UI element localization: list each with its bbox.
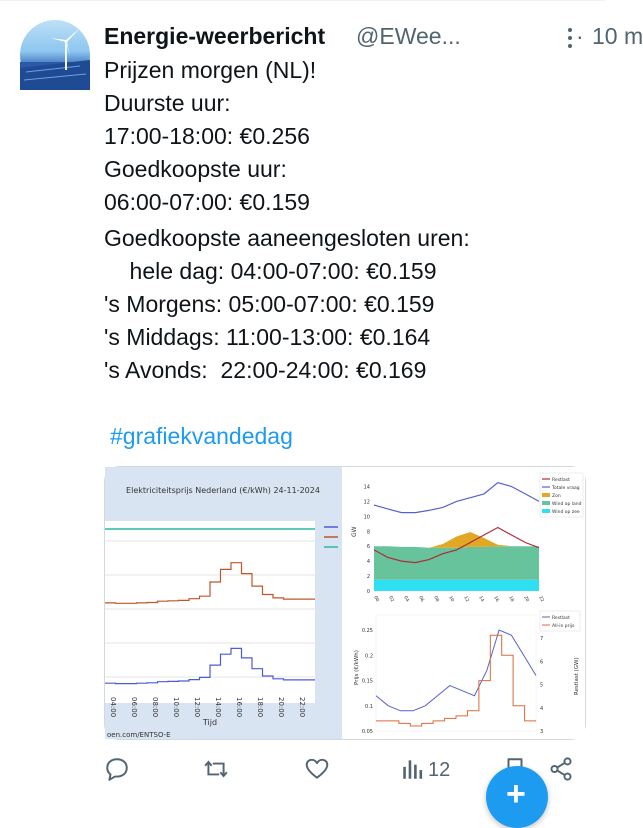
legend-label: Wind op land xyxy=(552,502,582,507)
x-tick-label: 16:00 xyxy=(235,697,243,718)
y-tick-label: 0.25 xyxy=(361,628,373,635)
y-tick-label: 8 xyxy=(366,529,370,536)
views-count: 12 xyxy=(428,759,451,781)
y-tick-label: 14 xyxy=(363,484,370,491)
y-axis-label: GW xyxy=(351,526,358,537)
legend-label: Wind op zee xyxy=(552,510,580,515)
x-tick-label: 06 xyxy=(417,595,425,603)
reply-button[interactable] xyxy=(104,752,134,788)
y-tick-label: 6 xyxy=(366,544,370,551)
tweet-text-line: 's Morgens: 05:00-07:00: €0.159 xyxy=(104,291,435,317)
x-tick-label: 06:00 xyxy=(130,697,138,718)
author-handle[interactable]: @EWee... xyxy=(356,23,461,49)
y-tick-label: 0.2 xyxy=(365,653,373,660)
media-grid[interactable] xyxy=(104,466,586,740)
tweet-text-line: 's Middags: 11:00-13:00: €0.164 xyxy=(104,324,431,350)
plot-area xyxy=(376,615,536,731)
legend-label: Zon xyxy=(552,494,561,499)
x-tick-label: 18 xyxy=(507,595,515,603)
x-tick-label: 14:00 xyxy=(214,697,222,718)
x-tick-label: 02 xyxy=(387,595,395,603)
wind-turbine-icon xyxy=(20,20,90,90)
x-axis-label: Tijd xyxy=(202,718,218,727)
price-chart-svg xyxy=(105,467,342,739)
y-tick-label: 0 xyxy=(366,589,370,595)
legend-label: Restlast xyxy=(552,616,570,621)
x-tick-label: 04 xyxy=(402,595,410,603)
y-tick-label: 4 xyxy=(366,559,370,566)
x-tick-label: 08:00 xyxy=(151,697,159,718)
timestamp[interactable]: 10 m xyxy=(592,23,643,49)
chart-generation[interactable] xyxy=(346,467,585,601)
tweet-text-line: 's Avonds: 22:00-24:00: €0.169 xyxy=(104,357,427,383)
more-options-icon[interactable] xyxy=(562,26,578,50)
x-tick-label: 12:00 xyxy=(193,697,201,718)
tweet-text-line: Duurste uur: xyxy=(104,90,231,116)
y-tick-label: 10 xyxy=(363,514,370,521)
x-tick-label: 16 xyxy=(492,595,500,603)
y-tick-label: 0.15 xyxy=(361,678,373,685)
views-icon xyxy=(400,756,426,782)
y2-tick-label: 4 xyxy=(540,705,544,712)
x-tick-label: 08 xyxy=(432,595,440,603)
author-name[interactable]: Energie-weerbericht xyxy=(104,23,326,49)
y-tick-label: 2 xyxy=(366,574,370,581)
share-icon xyxy=(548,756,574,782)
y2-tick-label: 3 xyxy=(540,729,544,735)
x-tick-label: 10 xyxy=(447,595,455,603)
y-tick-label: 12 xyxy=(363,499,370,506)
retweet-icon xyxy=(202,756,230,782)
share-button[interactable] xyxy=(548,752,578,788)
legend-swatch-wind-land xyxy=(542,501,550,505)
restlast-price-chart-svg xyxy=(346,605,585,739)
x-tick-label: 12 xyxy=(462,595,470,603)
y-axis-ticks xyxy=(362,628,373,735)
x-tick-label: 22:00 xyxy=(298,697,306,718)
legend xyxy=(540,473,583,517)
legend-swatch-zon xyxy=(542,493,550,497)
top-divider xyxy=(0,0,605,1)
heart-icon xyxy=(304,756,330,782)
x-tick-label: 14 xyxy=(477,595,485,603)
generation-chart-svg xyxy=(346,467,585,601)
like-button[interactable] xyxy=(304,752,334,788)
x-tick-label: 22 xyxy=(537,595,545,603)
tweet-text-line: 17:00-18:00: €0.256 xyxy=(104,123,310,149)
hashtag-link[interactable]: #grafiekvandedag xyxy=(110,423,293,449)
tweet-text-line: 06:00-07:00: €0.159 xyxy=(104,189,310,215)
y2-axis-ticks xyxy=(540,613,543,735)
tweet-header xyxy=(104,20,643,54)
legend-label: Totale vraag xyxy=(552,486,580,491)
chart-price[interactable] xyxy=(105,467,342,739)
chart-title: Elektriciteitsprijs Nederland (€/kWh) 24-11-2024 xyxy=(126,486,320,495)
reply-icon xyxy=(104,756,130,782)
y2-tick-label: 6 xyxy=(540,659,544,666)
area-wind-zee xyxy=(374,580,539,591)
tweet-text-line: Goedkoopste aaneengesloten uren: xyxy=(104,225,470,251)
x-axis-ticks xyxy=(372,595,545,603)
x-tick-label: 20:00 xyxy=(277,697,285,718)
legend xyxy=(324,527,338,547)
y2-axis-label: Restlast (GW) xyxy=(574,657,580,695)
legend xyxy=(540,611,580,631)
tweet-text-line: Prijzen morgen (NL)! xyxy=(104,57,317,83)
y2-tick-label: 5 xyxy=(540,682,544,689)
legend-swatch-wind-zee xyxy=(542,509,550,513)
tweet-text-line: Goedkoopste uur: xyxy=(104,156,287,182)
source-label: oen.com/ENTSO-E xyxy=(107,731,171,739)
y2-tick-label: 7 xyxy=(540,636,544,643)
tweet-text-line: hele dag: 04:00-07:00: €0.159 xyxy=(104,258,437,284)
x-tick-label: 10:00 xyxy=(172,697,180,718)
area-wind-land xyxy=(374,546,539,580)
chart-restlast-price[interactable] xyxy=(346,605,585,739)
y-axis-label: Prijs (€/kWh) xyxy=(354,650,360,685)
compose-fab[interactable] xyxy=(486,766,548,828)
legend-label: Restlast xyxy=(552,478,570,483)
views-button[interactable] xyxy=(400,752,460,788)
legend-label: All-in prijs xyxy=(552,624,575,629)
x-tick-label: 00 xyxy=(372,595,380,603)
y-axis-ticks xyxy=(364,484,370,595)
retweet-button[interactable] xyxy=(202,752,232,788)
avatar[interactable] xyxy=(20,20,90,90)
y-tick-label: 0.1 xyxy=(365,703,373,710)
x-tick-label: 18:00 xyxy=(256,697,264,718)
plus-icon: + xyxy=(506,775,526,813)
y-tick-label: 0.05 xyxy=(361,729,373,735)
x-tick-label: 04:00 xyxy=(109,697,117,718)
separator: · xyxy=(576,23,584,49)
x-tick-label: 20 xyxy=(522,595,530,603)
